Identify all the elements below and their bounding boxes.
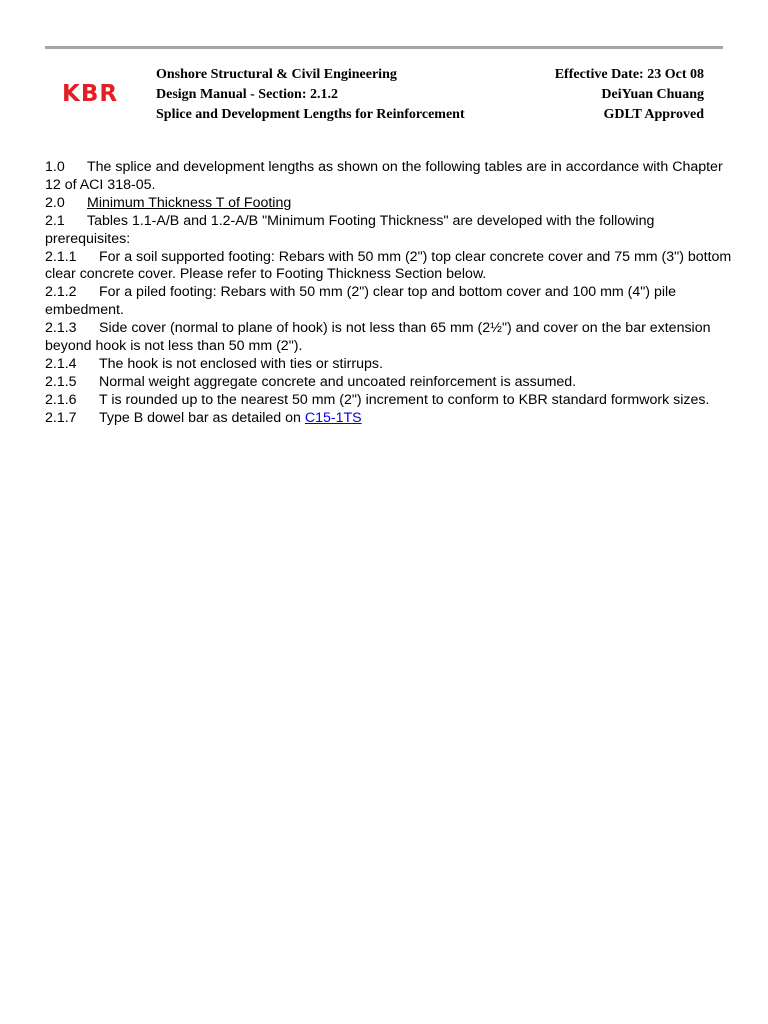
paragraph-number: 2.1.5 xyxy=(45,373,77,390)
paragraph-number: 1.0 xyxy=(45,159,65,175)
header-author: DeiYuan Chuang xyxy=(601,87,704,102)
paragraph-text: For a piled footing: Rebars with 50 mm (2") clear top and bottom cover and 100 mm (4") pile embedment. xyxy=(45,284,677,319)
header-section: Design Manual - Section: 2.1.2 xyxy=(156,87,338,102)
drawing-reference-link[interactable]: C15-1TS xyxy=(304,409,362,426)
header-right-block xyxy=(555,65,704,125)
paragraph-number: 2.1.4 xyxy=(45,355,77,372)
paragraph-2-1-7 xyxy=(45,410,735,428)
paragraph-text: Side cover (normal to plane of hook) is not less than 65 mm (2½") and cover on the bar extension beyond hook is not less than 50 mm (2"). xyxy=(45,320,711,355)
paragraph-2-1-2 xyxy=(45,284,735,320)
header-approval: GDLT Approved xyxy=(603,107,704,122)
paragraph-number: 2.1 xyxy=(45,212,65,229)
header-department: Onshore Structural & Civil Engineering xyxy=(156,67,397,82)
paragraph-2-1-3 xyxy=(45,320,735,356)
paragraph-1-0 xyxy=(45,159,735,195)
paragraph-text: For a soil supported footing: Rebars with 50 mm (2") top clear concrete cover and 75 mm (3") bottom clear concrete cover. Please refer to Footing Thickness Section below. xyxy=(45,248,732,283)
header-effective-date: Effective Date: 23 Oct 08 xyxy=(554,67,704,82)
paragraph-2-1-4 xyxy=(45,356,735,374)
paragraph-number: 2.1.7 xyxy=(45,409,77,426)
paragraph-number: 2.1.6 xyxy=(45,391,77,408)
header-title: Splice and Development Lengths for Reinforcement xyxy=(156,107,465,122)
section-heading: Minimum Thickness T of Footing xyxy=(87,194,292,211)
paragraph-number: 2.1.2 xyxy=(45,284,77,301)
paragraph-text: Tables 1.1-A/B and 1.2-A/B "Minimum Footing Thickness" are developed with the following prerequisites: xyxy=(45,212,655,247)
paragraph-text: The hook is not enclosed with ties or stirrups. xyxy=(99,355,383,372)
paragraph-2-0 xyxy=(45,195,735,213)
paragraph-2-1-1 xyxy=(45,249,735,285)
header-left-block xyxy=(156,65,465,125)
header-rule xyxy=(45,46,723,49)
paragraph-text: Type B dowel bar as detailed on xyxy=(99,409,305,426)
paragraph-text: The splice and development lengths as shown on the following tables are in accordance with Chapter 12 of ACI 318-05. xyxy=(45,159,723,193)
document-body xyxy=(45,159,735,428)
paragraph-2-1 xyxy=(45,213,735,249)
paragraph-text: T is rounded up to the nearest 50 mm (2") increment to conform to KBR standard formwork sizes. xyxy=(99,391,710,408)
paragraph-text: Normal weight aggregate concrete and uncoated reinforcement is assumed. xyxy=(99,373,577,390)
paragraph-number: 2.1.1 xyxy=(45,248,77,265)
kbr-logo: KBR xyxy=(62,81,119,107)
paragraph-2-1-6 xyxy=(45,392,735,410)
paragraph-number: 2.0 xyxy=(45,194,65,211)
paragraph-2-1-5 xyxy=(45,374,735,392)
paragraph-number: 2.1.3 xyxy=(45,320,77,337)
